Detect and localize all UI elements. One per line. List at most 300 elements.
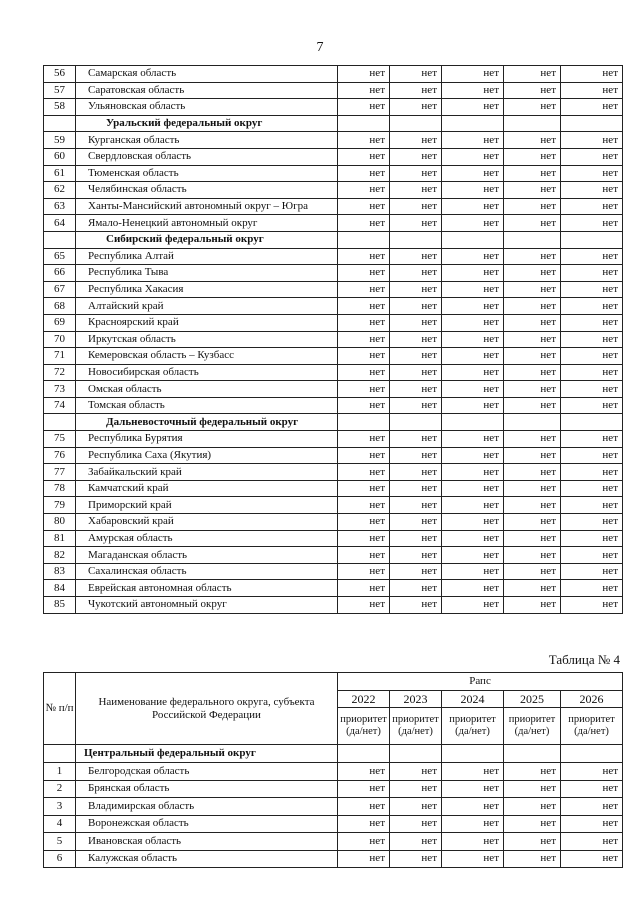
priority-value: нет [561,780,623,798]
priority-value: нет [504,148,561,165]
priority-value: нет [338,82,390,99]
region-name: Томская область [76,397,338,414]
priority-value: нет [561,66,623,83]
priority-value: нет [504,530,561,547]
priority-value: нет [338,198,390,215]
priority-value: нет [561,364,623,381]
priority-value: нет [442,597,504,614]
region-name: Брянская область [76,780,338,798]
empty-cell [504,231,561,248]
priority-value: нет [390,248,442,265]
header-year: 2025 [504,691,561,708]
header-priority: приоритет (да/нет) [561,708,623,745]
header-num: № п/п [44,673,76,745]
priority-value: нет [561,798,623,816]
priority-value: нет [442,182,504,199]
row-number: 70 [44,331,76,348]
table-4-header [44,673,623,745]
row-number: 75 [44,431,76,448]
empty-cell [504,414,561,431]
priority-value: нет [504,497,561,514]
table-row [44,833,623,851]
header-priority: приоритет (да/нет) [338,708,390,745]
priority-value: нет [442,547,504,564]
empty-cell [442,231,504,248]
priority-value: нет [561,547,623,564]
empty-cell [561,414,623,431]
priority-value: нет [561,82,623,99]
priority-value: нет [390,480,442,497]
row-number [44,115,76,132]
priority-value: нет [442,530,504,547]
region-name: Кемеровская область – Кузбасс [76,348,338,365]
header-name: Наименование федерального округа, субъекта Российской Федерации [76,673,338,745]
priority-value: нет [504,215,561,232]
priority-value: нет [442,780,504,798]
priority-value: нет [504,563,561,580]
table-row [44,215,623,232]
row-number: 2 [44,780,76,798]
priority-value: нет [338,780,390,798]
region-name: Еврейская автономная область [76,580,338,597]
region-name: Курганская область [76,132,338,149]
table-row [44,530,623,547]
priority-value: нет [504,132,561,149]
priority-value: нет [561,597,623,614]
table-row [44,148,623,165]
priority-value: нет [442,99,504,116]
priority-value: нет [504,431,561,448]
priority-value: нет [504,480,561,497]
region-name: Владимирская область [76,798,338,816]
priority-value: нет [504,464,561,481]
priority-value: нет [504,547,561,564]
row-number: 64 [44,215,76,232]
priority-value: нет [561,348,623,365]
priority-value: нет [390,381,442,398]
empty-cell [338,115,390,132]
priority-value: нет [561,331,623,348]
region-name: Челябинская область [76,182,338,199]
region-name: Омская область [76,381,338,398]
priority-value: нет [390,464,442,481]
priority-value: нет [390,447,442,464]
priority-value: нет [561,215,623,232]
priority-value: нет [504,99,561,116]
empty-cell [390,231,442,248]
priority-value: нет [338,348,390,365]
priority-value: нет [442,397,504,414]
priority-value: нет [338,464,390,481]
table-row [44,381,623,398]
priority-value: нет [561,148,623,165]
priority-value: нет [338,547,390,564]
priority-value: нет [338,763,390,781]
priority-value: нет [442,580,504,597]
priority-value: нет [442,447,504,464]
table-row [44,780,623,798]
table-row [44,447,623,464]
priority-value: нет [504,381,561,398]
priority-value: нет [561,397,623,414]
row-number: 76 [44,447,76,464]
table-row [44,815,623,833]
region-name: Забайкальский край [76,464,338,481]
table-row [44,82,623,99]
table-row [44,514,623,531]
priority-value: нет [338,281,390,298]
priority-value: нет [561,265,623,282]
empty-cell [390,745,442,763]
priority-value: нет [561,530,623,547]
priority-value: нет [442,248,504,265]
priority-value: нет [338,331,390,348]
empty-cell [338,231,390,248]
priority-value: нет [442,563,504,580]
table-4 [43,672,623,868]
table-row [44,248,623,265]
region-name: Воронежская область [76,815,338,833]
row-number: 1 [44,763,76,781]
priority-value: нет [442,480,504,497]
priority-value: нет [561,281,623,298]
priority-value: нет [442,314,504,331]
priority-value: нет [504,182,561,199]
district-row [44,745,623,763]
priority-value: нет [504,248,561,265]
region-name: Самарская область [76,66,338,83]
priority-value: нет [561,248,623,265]
priority-value: нет [390,165,442,182]
priority-value: нет [504,364,561,381]
empty-cell [338,745,390,763]
table-row [44,281,623,298]
table-row [44,314,623,331]
priority-value: нет [390,314,442,331]
row-number: 71 [44,348,76,365]
priority-value: нет [561,314,623,331]
priority-value: нет [504,298,561,315]
priority-value: нет [338,99,390,116]
region-name: Республика Саха (Якутия) [76,447,338,464]
priority-value: нет [561,198,623,215]
priority-value: нет [504,580,561,597]
priority-value: нет [504,265,561,282]
table-row [44,348,623,365]
priority-value: нет [390,265,442,282]
priority-value: нет [504,281,561,298]
region-name: Приморский край [76,497,338,514]
row-number: 80 [44,514,76,531]
header-year: 2024 [442,691,504,708]
table-row [44,182,623,199]
row-number: 68 [44,298,76,315]
region-name: Тюменская область [76,165,338,182]
priority-value: нет [338,431,390,448]
priority-value: нет [390,99,442,116]
row-number [44,745,76,763]
table-row [44,464,623,481]
priority-value: нет [390,364,442,381]
header-year: 2026 [561,691,623,708]
priority-value: нет [338,132,390,149]
priority-value: нет [504,798,561,816]
priority-value: нет [561,132,623,149]
priority-value: нет [338,833,390,851]
district-name: Центральный федеральный округ [76,745,338,763]
priority-value: нет [442,364,504,381]
priority-value: нет [442,833,504,851]
priority-value: нет [442,514,504,531]
table-row [44,265,623,282]
priority-value: нет [504,314,561,331]
priority-value: нет [561,182,623,199]
empty-cell [504,115,561,132]
priority-value: нет [338,497,390,514]
priority-value: нет [442,66,504,83]
priority-value: нет [390,763,442,781]
priority-value: нет [390,331,442,348]
table-row [44,298,623,315]
priority-value: нет [390,833,442,851]
priority-value: нет [504,348,561,365]
priority-value: нет [338,148,390,165]
row-number: 3 [44,798,76,816]
priority-value: нет [442,331,504,348]
priority-value: нет [504,165,561,182]
table-row [44,364,623,381]
table-row [44,580,623,597]
priority-value: нет [442,82,504,99]
district-name: Сибирский федеральный округ [76,231,338,248]
priority-value: нет [338,850,390,868]
table-row [44,66,623,83]
priority-value: нет [390,563,442,580]
region-name: Белгородская область [76,763,338,781]
priority-value: нет [390,66,442,83]
priority-value: нет [442,265,504,282]
table-row [44,798,623,816]
priority-value: нет [338,248,390,265]
priority-value: нет [390,580,442,597]
priority-value: нет [504,597,561,614]
row-number: 57 [44,82,76,99]
table-row [44,547,623,564]
priority-value: нет [338,480,390,497]
empty-cell [390,115,442,132]
priority-value: нет [442,464,504,481]
row-number: 4 [44,815,76,833]
priority-value: нет [390,198,442,215]
region-name: Амурская область [76,530,338,547]
table-row [44,497,623,514]
priority-value: нет [561,480,623,497]
priority-value: нет [561,447,623,464]
priority-value: нет [338,182,390,199]
table-row [44,132,623,149]
priority-value: нет [504,850,561,868]
priority-value: нет [504,833,561,851]
priority-value: нет [390,850,442,868]
region-name: Ивановская область [76,833,338,851]
priority-value: нет [390,132,442,149]
empty-cell [504,745,561,763]
priority-value: нет [442,348,504,365]
region-name: Камчатский край [76,480,338,497]
row-number [44,414,76,431]
header-year: 2023 [390,691,442,708]
region-name: Саратовская область [76,82,338,99]
priority-value: нет [442,431,504,448]
row-number: 84 [44,580,76,597]
table-row [44,198,623,215]
row-number: 81 [44,530,76,547]
district-row [44,115,623,132]
priority-value: нет [390,497,442,514]
priority-value: нет [504,763,561,781]
row-number: 61 [44,165,76,182]
header-priority: приоритет (да/нет) [504,708,561,745]
priority-value: нет [338,397,390,414]
priority-value: нет [561,833,623,851]
region-name: Сахалинская область [76,563,338,580]
region-name: Магаданская область [76,547,338,564]
priority-value: нет [442,497,504,514]
row-number: 63 [44,198,76,215]
table-row [44,597,623,614]
priority-value: нет [390,431,442,448]
region-name: Республика Бурятия [76,431,338,448]
priority-value: нет [561,763,623,781]
region-name: Ямало-Ненецкий автономный округ [76,215,338,232]
priority-value: нет [561,165,623,182]
priority-value: нет [390,148,442,165]
table-row [44,331,623,348]
priority-value: нет [338,815,390,833]
priority-value: нет [390,298,442,315]
page-number: 7 [316,40,324,55]
priority-value: нет [504,198,561,215]
region-name: Алтайский край [76,298,338,315]
priority-value: нет [442,381,504,398]
table-row [44,850,623,868]
region-name: Новосибирская область [76,364,338,381]
empty-cell [442,414,504,431]
row-number: 5 [44,833,76,851]
priority-value: нет [338,514,390,531]
priority-value: нет [442,132,504,149]
empty-cell [390,414,442,431]
priority-value: нет [390,348,442,365]
priority-value: нет [338,265,390,282]
region-name: Чукотский автономный округ [76,597,338,614]
priority-value: нет [390,547,442,564]
priority-value: нет [338,314,390,331]
row-number: 67 [44,281,76,298]
row-number: 6 [44,850,76,868]
header-year: 2022 [338,691,390,708]
priority-value: нет [338,364,390,381]
empty-cell [338,414,390,431]
region-name: Республика Хакасия [76,281,338,298]
priority-value: нет [390,397,442,414]
row-number: 59 [44,132,76,149]
priority-value: нет [442,165,504,182]
row-number [44,231,76,248]
regions-priority-table [43,65,623,614]
priority-value: нет [390,798,442,816]
district-row [44,231,623,248]
priority-value: нет [338,580,390,597]
table-row [44,480,623,497]
priority-value: нет [390,281,442,298]
priority-value: нет [504,815,561,833]
priority-value: нет [338,298,390,315]
row-number: 60 [44,148,76,165]
priority-value: нет [390,182,442,199]
empty-cell [442,115,504,132]
priority-value: нет [390,530,442,547]
row-number: 58 [44,99,76,116]
priority-value: нет [561,563,623,580]
priority-value: нет [338,165,390,182]
priority-value: нет [390,780,442,798]
priority-value: нет [561,298,623,315]
region-name: Красноярский край [76,314,338,331]
priority-value: нет [338,381,390,398]
region-name: Ханты-Мансийский автономный округ – Югра [76,198,338,215]
empty-cell [561,115,623,132]
row-number: 83 [44,563,76,580]
priority-value: нет [561,815,623,833]
table-4-body [44,745,623,868]
priority-value: нет [338,798,390,816]
region-name: Калужская область [76,850,338,868]
priority-value: нет [504,331,561,348]
row-number: 62 [44,182,76,199]
priority-value: нет [442,148,504,165]
priority-value: нет [504,514,561,531]
regions-table-body [44,66,623,614]
header-priority: приоритет (да/нет) [442,708,504,745]
priority-value: нет [561,464,623,481]
priority-value: нет [442,298,504,315]
header-priority: приоритет (да/нет) [390,708,442,745]
priority-value: нет [338,597,390,614]
priority-value: нет [442,815,504,833]
priority-value: нет [504,397,561,414]
priority-value: нет [338,447,390,464]
row-number: 56 [44,66,76,83]
priority-value: нет [442,850,504,868]
row-number: 85 [44,597,76,614]
row-number: 73 [44,381,76,398]
priority-value: нет [390,82,442,99]
priority-value: нет [442,215,504,232]
region-name: Ульяновская область [76,99,338,116]
table-row [44,397,623,414]
empty-cell [561,231,623,248]
region-name: Иркутская область [76,331,338,348]
priority-value: нет [561,850,623,868]
priority-value: нет [561,580,623,597]
priority-value: нет [338,215,390,232]
priority-value: нет [442,198,504,215]
table-row [44,563,623,580]
district-row [44,414,623,431]
empty-cell [442,745,504,763]
priority-value: нет [561,431,623,448]
